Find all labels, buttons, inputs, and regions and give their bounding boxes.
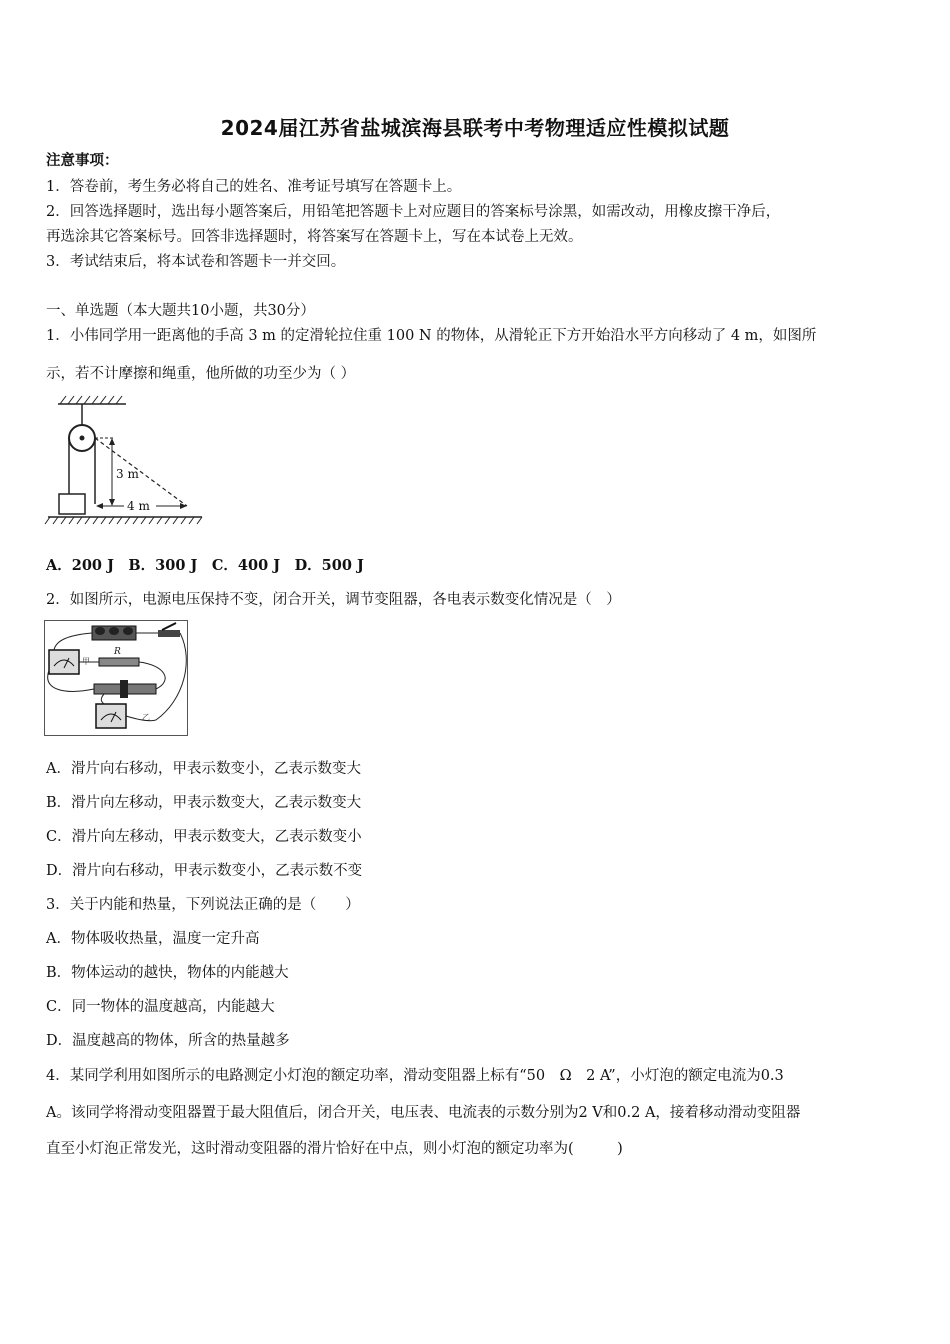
circuit-figure — [44, 620, 188, 736]
q2-option: C．滑片向左移动，甲表示数变大，乙表示数变小 — [46, 829, 362, 845]
q1-options: A．200 J B．300 J C．400 J D．500 J — [46, 557, 364, 574]
notice-heading: 注意事项： — [46, 152, 119, 169]
meter-yi-icon — [96, 704, 126, 728]
q3-option: B．物体运动的越快，物体的内能越大 — [46, 965, 289, 981]
q3-option: D．温度越高的物体，所含的热量越多 — [46, 1033, 290, 1049]
q2-option: D．滑片向右移动，甲表示数变小，乙表示数不变 — [46, 863, 363, 879]
resistor-icon — [99, 658, 139, 666]
q2-option: A．滑片向右移动，甲表示数变小，乙表示数变大 — [46, 761, 361, 777]
q4-stem: 直至小灯泡正常发光，这时滑动变阻器的滑片恰好在中点，则小灯泡的额定功率为( ) — [46, 1141, 623, 1157]
notice-item: 1．答卷前，考生务必将自己的姓名、准考证号填写在答题卡上。 — [46, 179, 462, 195]
q4-stem: A。该同学将滑动变阻器置于最大阻值后，闭合开关，电压表、电流表的示数分别为2 V和0.2 A，接着移动滑动变阻器 — [46, 1105, 801, 1121]
q2-option: B．滑片向左移动，甲表示数变大，乙表示数变大 — [46, 795, 362, 811]
q3-option: C．同一物体的温度越高，内能越大 — [46, 999, 275, 1015]
notice-item: 3．考试结束后，将本试卷和答题卡一并交回。 — [46, 254, 346, 270]
pulley-figure — [44, 392, 209, 527]
q4-stem: 4．某同学利用如图所示的电路测定小灯泡的额定功率，滑动变阻器上标有“50 Ω 2 A”，小灯泡的额定电流为0.3 — [46, 1068, 784, 1084]
notice-item: 2．回答选择题时，选出每小题答案后，用铅笔把答题卡上对应题目的答案标号涂黑，如需改动，用橡皮擦干净后， — [46, 204, 781, 220]
section-heading: 一、单选题（本大题共10小题，共30分） — [46, 303, 315, 319]
meter-jia-icon — [49, 650, 79, 674]
distance-label: 4 m — [127, 499, 150, 513]
switch-icon — [158, 630, 180, 637]
q2-stem: 2．如图所示，电源电压保持不变，闭合开关，调节变阻器，各电表示数变化情况是（ ） — [46, 592, 621, 608]
label-r: R — [114, 647, 121, 657]
q1-stem: 1．小伟同学用一距离他的手高 3 m 的定滑轮拉住重 100 N 的物体，从滑轮正下方开始沿水平方向移动了 4 m，如图所 — [46, 328, 817, 344]
q3-option: A．物体吸收热量，温度一定升高 — [46, 931, 260, 947]
notice-item: 再选涂其它答案标号。回答非选择题时，将答案写在答题卡上，写在本试卷上无效。 — [46, 229, 583, 245]
q1-stem: 示，若不计摩擦和绳重，他所做的功至少为（ ） — [46, 366, 356, 382]
label-jia: 甲 — [82, 657, 90, 666]
q3-stem: 3．关于内能和热量，下列说法正确的是（ ） — [46, 897, 360, 913]
page-title: 2024届江苏省盐城滨海县联考中考物理适应性模拟试题 — [220, 116, 730, 140]
height-label: 3 m — [116, 467, 139, 481]
label-yi: 乙 — [142, 713, 150, 722]
